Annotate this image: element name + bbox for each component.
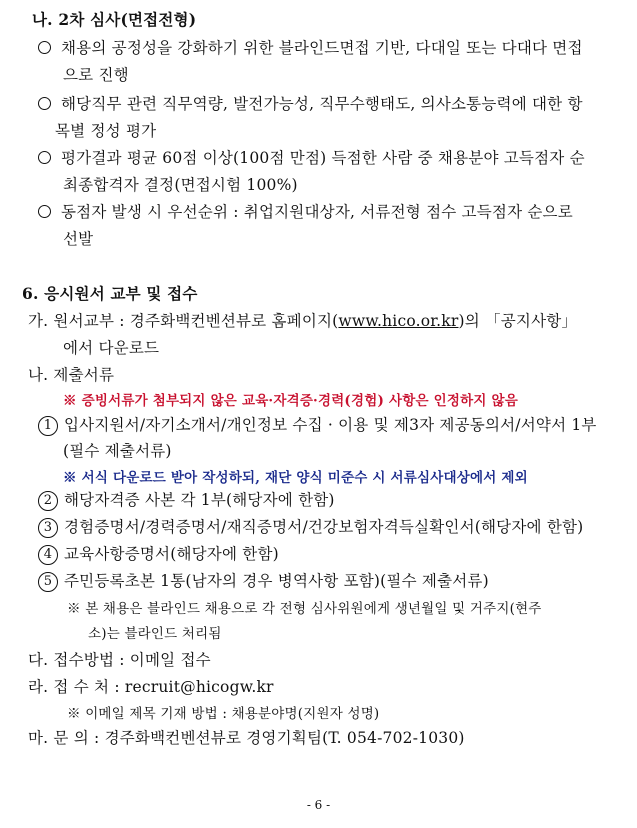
email-title-note: ※ 이메일 제목 기재 방법 : 채용분야명(지원자 성명) [67, 706, 380, 722]
number-2-icon: 2 [38, 491, 58, 511]
blind-note-line2: 소)는 블라인드 처리됨 [88, 626, 222, 642]
number-4-icon: 4 [38, 545, 58, 565]
bullet-1-line2: 으로 진행 [63, 66, 129, 84]
number-5-icon: 5 [38, 572, 58, 592]
interview-heading: 나. 2차 심사(면접전형) [32, 10, 197, 29]
document-item-3: 3 경험증명서/경력증명서/재직증명서/건강보험자격득실확인서(해당자에 한함) [38, 515, 583, 538]
bullet-1-line1: 채용의 공정성을 강화하기 위한 블라인드면접 기반, 다대일 또는 다대다 면접 [38, 36, 583, 58]
section-6-title: 6. 응시원서 교부 및 접수 [22, 284, 198, 303]
document-item-2: 2 해당자격증 사본 각 1부(해당자에 한함) [38, 488, 335, 511]
circle-bullet-icon [38, 151, 51, 164]
form-notice: ※ 서식 다운로드 받아 작성하되, 재단 양식 미준수 시 서류심사대상에서 제외 [63, 470, 528, 486]
circle-bullet-icon [38, 41, 51, 54]
documents-heading: 나. 제출서류 [28, 366, 115, 384]
bullet-3-line1: 평가결과 평균 60점 이상(100점 만점) 득점한 사람 중 채용분야 고득점자 순 [38, 146, 585, 168]
bullet-2-line2: 목별 정성 평가 [55, 122, 157, 140]
homepage-link[interactable]: www.hico.or.kr [338, 312, 459, 330]
document-item-1-line2: (필수 제출서류) [63, 442, 172, 460]
download-line: 에서 다운로드 [63, 339, 160, 357]
document-item-5: 5 주민등록초본 1통(남자의 경우 병역사항 포함)(필수 제출서류) [38, 569, 489, 592]
contact-info: 마. 문 의 : 경주화백컨벤션뷰로 경영기획팀(T. 054-702-1030) [28, 729, 465, 747]
document-item-4: 4 교육사항증명서(해당자에 한함) [38, 542, 279, 565]
bullet-3-line2: 최종합격자 결정(면접시험 100%) [63, 176, 298, 194]
bullet-4-line2: 선발 [63, 230, 94, 248]
document-item-1: 1 입사지원서/자기소개서/개인정보 수집 · 이용 및 제3자 제공동의서/서약서 1부 [38, 413, 597, 436]
submission-method: 다. 접수방법 : 이메일 접수 [28, 651, 211, 669]
page-number: - 6 - [306, 798, 331, 812]
circle-bullet-icon [38, 97, 51, 110]
application-form-distribution: 가. 원서교부 : 경주화백컨벤션뷰로 홈페이지(www.hico.or.kr)의 「공지사항」 [28, 312, 578, 330]
evidence-notice: ※ 증빙서류가 첨부되지 않은 교육·자격증·경력(경험) 사항은 인정하지 않음 [63, 393, 518, 409]
bullet-4-line1: 동점자 발생 시 우선순위 : 취업지원대상자, 서류전형 점수 고득점자 순으로 [38, 200, 573, 222]
number-1-icon: 1 [38, 416, 58, 436]
number-3-icon: 3 [38, 518, 58, 538]
circle-bullet-icon [38, 205, 51, 218]
submission-address: 라. 접 수 처 : recruit@hicogw.kr [28, 678, 274, 696]
bullet-2-line1: 해당직무 관련 직무역량, 발전가능성, 직무수행태도, 의사소통능력에 대한 항 [38, 92, 583, 114]
blind-note-line1: ※ 본 채용은 블라인드 채용으로 각 전형 심사위원에게 생년월일 및 거주지(현주 [67, 601, 542, 617]
